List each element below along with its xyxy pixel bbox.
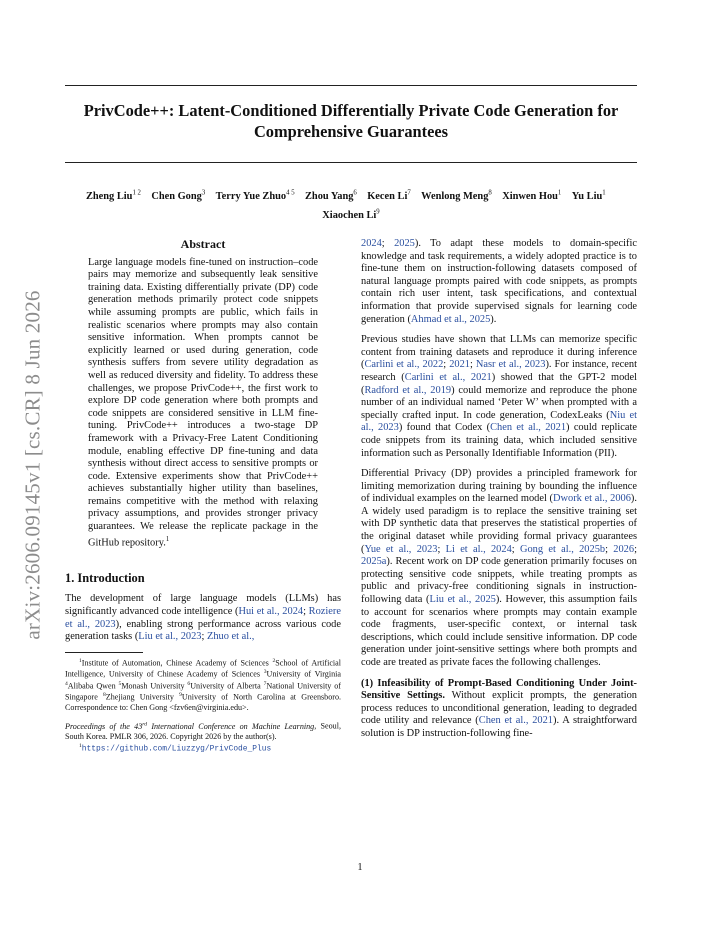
proceedings-prefix: Proceedings of the 43 [65, 722, 143, 732]
correspondence: Correspondence to: Chen Gong <fzv6en@virginia.edu>. [65, 702, 249, 712]
text-run: ). For instance, recent research ( [361, 359, 637, 383]
author-name: Chen Gong [151, 191, 202, 203]
citation-link[interactable]: Yue et al., 2023 [364, 543, 438, 555]
citation-link[interactable]: Chen et al., 2021 [490, 422, 567, 434]
affiliation-number: 7 [263, 680, 267, 687]
author-affiliation-mark: 1 [557, 190, 562, 197]
citation-link[interactable]: 2025a [361, 556, 387, 568]
citation-link[interactable]: Radford et al., 2019 [364, 384, 452, 396]
text-run: Previous studies have shown that LLMs can memorize specific content from training datasets and reproduce it during inference ( [361, 334, 637, 371]
abstract-heading: Abstract [180, 237, 226, 251]
body-paragraph [361, 678, 637, 741]
affiliation-text: National University of Singapore [65, 681, 341, 702]
intro-paragraph [65, 593, 341, 643]
affiliation-number: 2 [272, 657, 276, 664]
affiliation-number: 9 [179, 692, 182, 699]
text-run: ). [490, 313, 497, 325]
author [322, 210, 379, 221]
citation-link[interactable]: Ahmad et al., 2025 [410, 313, 491, 325]
text-run: ). To adapt these models to domain-specific knowledge and task requirements, a widely adopted practice is to fine-tune them on instruction-following datasets composed of natural language prompts paired with code snippets, as prompts contain rich user intent, task specifications, and contextual information that provide supervised signals for learning code generation ( [361, 238, 637, 325]
text-run: ). A straightforward solution is DP instruction-following fine- [361, 715, 638, 739]
text-run: ; [605, 543, 614, 555]
author-affiliation-mark: 9 [376, 208, 380, 216]
author-name: Zhou Yang [305, 191, 354, 203]
affiliation-number: 5 [118, 680, 122, 687]
proceedings-venue: International Conference on Machine Learning [147, 722, 315, 732]
text-run: ), enabling strong performance across various code generation tasks ( [65, 618, 341, 643]
text-run: ; [469, 359, 476, 371]
affiliation-footnote [65, 657, 341, 713]
affiliation-number: 3 [263, 669, 267, 676]
abstract-body [88, 257, 318, 550]
arxiv-stamp: arXiv:2606.09145v1 [cs.CR] 8 Jun 2026 [20, 290, 45, 640]
affiliation-text: Institute of Automation, Chinese Academy of Sciences [81, 658, 273, 668]
citation-link[interactable]: Li et al., 2024 [445, 543, 512, 555]
body-paragraph [361, 238, 637, 326]
text-run: ) could memorize and reproduce the phone number of an individual named ‘Peter W’ when prompted with a specially crafted input. In code generation, CodexLeaks ( [361, 384, 637, 421]
affiliation-text: University of Virginia [266, 669, 341, 679]
citation-link[interactable]: Carlini et al., 2022 [364, 359, 444, 371]
text-run: Differential Privacy (DP) provides a principled framework for limiting memorization during training by bounding the influence of individual examples on the learned model ( [361, 468, 637, 505]
affiliation-text: Alibaba Qwen [67, 681, 119, 691]
author [421, 191, 492, 202]
citation-link[interactable]: Liu et al., 2023 [138, 631, 202, 643]
affiliation-text: Zhejiang University [105, 692, 180, 702]
citation-link[interactable]: Gong et al., 2025b [519, 543, 606, 555]
author-name: Terry Yue Zhuo [215, 191, 287, 203]
text-run: Without explicit prompts, the generation process reduces to unconditional generation, leading to degraded code utility and relevance ( [361, 690, 637, 727]
affiliation-number: 6 [187, 680, 191, 687]
text-run: ) found that Codex ( [398, 422, 491, 434]
author [572, 191, 606, 202]
affiliation-text: University of North Carolina at Greensboro. [181, 692, 342, 702]
author-affiliation-mark: 7 [407, 190, 411, 197]
citation-link[interactable]: 2021 [449, 359, 470, 371]
citation-link[interactable]: 2026 [613, 543, 635, 555]
text-run: ) showed that the GPT-2 model ( [361, 371, 637, 396]
title-top-rule [65, 85, 637, 86]
author-list [75, 186, 627, 223]
text-run: The development of large language models (LLMs) has significantly advanced code intelligence ( [65, 593, 341, 617]
repo-footnote-mark: 1 [79, 742, 82, 749]
author-affiliation-mark: 1 2 [132, 190, 141, 197]
author-affiliation-mark: 4 5 [286, 190, 295, 197]
affiliation-text: School of Artificial Intelligence, University of Chinese Academy of Sciences [65, 658, 341, 679]
body-paragraph [361, 468, 637, 670]
affiliation-number: 4 [65, 680, 68, 687]
text-run: ). A widely used paradigm is to replace the sensitive training set with DP synthetic data that preserves the statistical properties of the original dataset while providing formal privacy guarantees ( [361, 493, 637, 555]
author-name: Wenlong Meng [421, 191, 489, 203]
body-paragraph [361, 334, 637, 460]
proceedings-note [65, 720, 341, 741]
author-affiliation-mark: 6 [353, 190, 357, 197]
author [86, 191, 141, 202]
text-run: ). Recent work on DP code generation primarily focuses on protecting sensitive code snippets, while treating prompts as public and privacy-free conditioning signals in instruction-following data ( [361, 556, 637, 606]
intro-heading: 1. Introduction [65, 570, 145, 585]
citation-link[interactable]: Dwork et al., 2006 [553, 493, 631, 505]
text-run: ; [201, 631, 207, 643]
citation-link[interactable]: Nasr et al., 2023 [475, 359, 546, 371]
citation-link[interactable]: Hui et al., 2024 [238, 605, 304, 617]
affiliation-number: 8 [103, 692, 106, 699]
citation-link[interactable]: 2024 [361, 238, 382, 249]
abstract-text: Large language models fine-tuned on instruction–code pairs may memorize and subsequently leak sensitive training data. Existing differentially private (DP) code generation methods primarily protect code snippets while assuming prompts are public, which fails in realistic scenarios where prompts may also contain sensitive information. When prompts cannot be explicitly learned or used during generation, code synthesis suffers from severe utility degradation as well as reduced diversity and fidelity. To address these challenges, we propose PrivCode++, the first work to explore DP code generation where both prompts and code snippets are considered sensitive in LLM fine-tuning. PrivCode++ introduces a two-stage DP framework with a Privacy-Free Latent Conditioning module, enabling effective DP fine-tuning and data synthesis without direct access to sensitive prompts or code. Extensive experiments show that PrivCode++ achieves substantially higher utility than baselines, remains competitive with the method with relaxing privacy assumptions, and provides stronger privacy guarantees. We release the replicate package in the GitHub repository. [88, 256, 318, 549]
citation-link[interactable]: Zhuo et al., [207, 631, 255, 643]
page-number: 1 [357, 862, 363, 873]
text-run: ) could replicate code snippets from its training data, which included sensitive information such as Personally Identifiable Information (PII). [361, 422, 638, 459]
author [367, 191, 411, 202]
footnote-divider [65, 652, 143, 653]
author [216, 191, 295, 202]
citation-link[interactable]: Carlini et al., 2021 [404, 371, 492, 383]
text-run: ; [381, 238, 395, 249]
citation-link[interactable]: Liu et al., 2025 [429, 594, 496, 606]
citation-link[interactable]: Roziere et al., 2023 [65, 605, 341, 630]
paragraph-lead: (1) Infeasibility of Prompt-Based Conditioning Under Joint-Sensitive Settings. [361, 677, 637, 702]
author-name: Xinwen Hou [502, 191, 558, 203]
paper-title: PrivCode++: Latent-Conditioned Differentially Private Code Generation for Comprehensive Guarantees [83, 101, 619, 141]
author-affiliation-mark: 3 [201, 190, 206, 197]
text-run: ; [634, 543, 637, 555]
citation-link[interactable]: Chen et al., 2021 [478, 715, 553, 727]
author-name: Zheng Liu [85, 191, 133, 203]
author [151, 191, 205, 202]
text-run: ; [443, 359, 450, 371]
author-affiliation-mark: 8 [488, 190, 492, 197]
author [502, 191, 561, 202]
right-column [361, 238, 637, 749]
author-affiliation-mark: 1 [602, 190, 606, 197]
citation-link[interactable]: Niu et al., 2023 [361, 409, 637, 434]
left-column [65, 238, 341, 754]
text-run: ; [511, 543, 520, 555]
repo-link[interactable]: https://github.com/Liuzzyg/PrivCode_Plus [81, 744, 272, 754]
abstract-footnote-mark: 1 [165, 535, 170, 543]
text-run: ; [303, 605, 309, 617]
author-name: Kecen Li [367, 191, 408, 203]
author-name: Yu Liu [571, 191, 603, 203]
affiliation-text: University of Alberta [190, 681, 264, 691]
affiliation-text: Monash University [121, 681, 188, 691]
citation-link[interactable]: 2025 [394, 238, 415, 249]
title-bottom-rule [65, 162, 637, 163]
proceedings-details: , Seoul, South Korea. PMLR 306, 2026. Copyright 2026 by the author(s). [65, 722, 341, 741]
text-run: ; [437, 543, 446, 555]
affiliation-number: 1 [79, 657, 82, 664]
repo-footnote [65, 742, 341, 754]
text-run: ). However, this assumption fails to account for scenarios where prompts may contain example code fragments, user-specific context, or internal task descriptions, which could include sensitive information. DP code generation under joint-sensitive settings where both prompts and code are treated as private faces the following challenges. [361, 594, 638, 668]
proceedings-ordinal: rd [142, 721, 148, 728]
author [305, 191, 357, 202]
author-name: Xiaochen Li [322, 209, 377, 221]
